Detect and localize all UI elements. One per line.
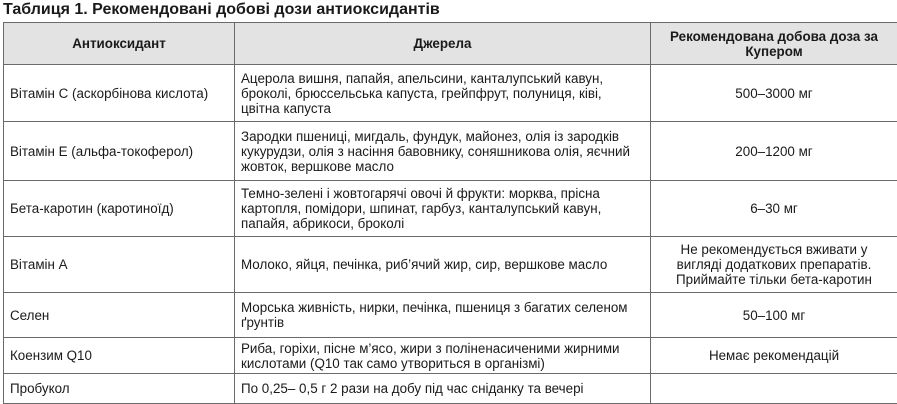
cell-sources: Морська живність, нирки, печінка, пшениця з багатих селеном ґрунтів xyxy=(235,293,651,338)
cell-dose: Немає рекомендацій xyxy=(651,338,897,374)
header-antioxidant: Антиоксидант xyxy=(4,23,235,65)
cell-antioxidant: Вітамін С (аскорбінова кислота) xyxy=(4,65,235,122)
antioxidant-dose-table xyxy=(3,22,897,404)
cell-dose: 500–3000 мг xyxy=(651,65,897,122)
cell-antioxidant: Вітамін Е (альфа-токоферол) xyxy=(4,122,235,181)
cell-dose: 50–100 мг xyxy=(651,293,897,338)
header-sources: Джерела xyxy=(235,23,651,65)
header-dose: Рекомендована добова доза за Купером xyxy=(651,23,897,65)
cell-sources: Молоко, яйця, печінка, риб’ячий жир, сир, вершкове масло xyxy=(235,237,651,293)
cell-sources: Ацерола вишня, папайя, апельсини, канталупський кавун, броколі, брюссельська капуста, грейпфрут, полуниця, ківі, цвітна капуста xyxy=(235,65,651,122)
cell-antioxidant: Вітамін А xyxy=(4,237,235,293)
table-row xyxy=(4,338,897,374)
cell-antioxidant: Коензим Q10 xyxy=(4,338,235,374)
table-row xyxy=(4,374,897,404)
cell-sources: Риба, горіхи, пісне м’ясо, жири з поліненасиченими жирними кислотами (Q10 так само утвориться в організмі) xyxy=(235,338,651,374)
table-row xyxy=(4,122,897,181)
cell-dose: 200–1200 мг xyxy=(651,122,897,181)
cell-antioxidant: Бета-каротин (каротиноїд) xyxy=(4,181,235,237)
table-row xyxy=(4,181,897,237)
table-header-row xyxy=(4,23,897,65)
table-row xyxy=(4,293,897,338)
cell-antioxidant: Селен xyxy=(4,293,235,338)
cell-sources: По 0,25– 0,5 г 2 рази на добу під час сніданку та вечері xyxy=(235,374,651,404)
cell-dose: Не рекомендується вживати у вигляді додаткових препаратів. Приймайте тільки бета-каротин xyxy=(651,237,897,293)
cell-dose xyxy=(651,374,897,404)
table-row xyxy=(4,65,897,122)
table-caption: Таблиця 1. Рекомендовані добові дози антиоксидантів xyxy=(3,0,440,19)
cell-sources: Зародки пшениці, мигдаль, фундук, майонез, олія із зародків кукурудзи, олія з насіння бавовнику, соняшникова олія, яєчний жовток, вершкове масло xyxy=(235,122,651,181)
cell-sources: Темно-зелені і жовтогарячі овочі й фрукти: морква, прісна картопля, помідори, шпинат, гарбуз, канталупський кавун, папайя, абрикоси, броколі xyxy=(235,181,651,237)
cell-dose: 6–30 мг xyxy=(651,181,897,237)
cell-antioxidant: Пробукол xyxy=(4,374,235,404)
table-row xyxy=(4,237,897,293)
